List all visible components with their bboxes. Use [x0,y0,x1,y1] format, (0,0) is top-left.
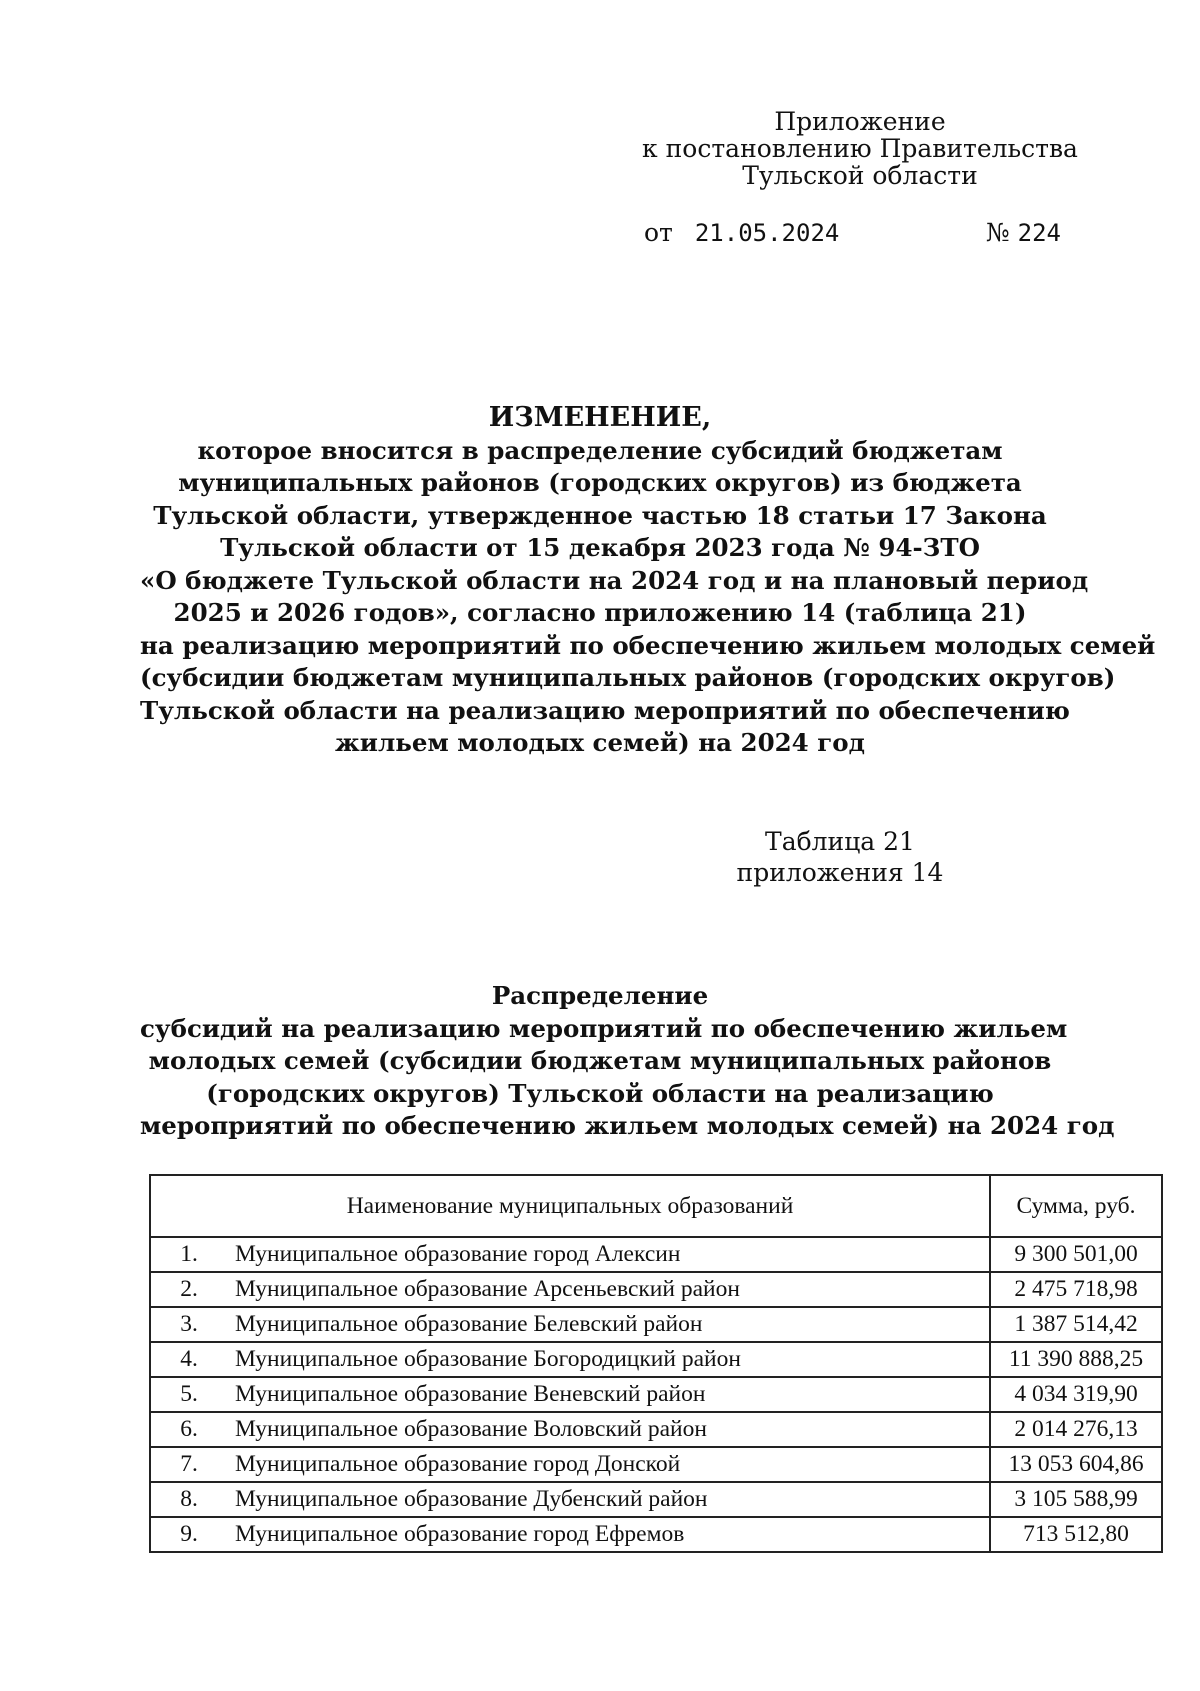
table-header-row [150,1175,1162,1237]
number-prefix: № [986,218,1010,247]
row-number: 7. [150,1447,227,1482]
row-sum: 4 034 319,90 [990,1377,1162,1412]
row-name: Муниципальное образование город Ефремов [227,1517,990,1552]
table-row [150,1377,1162,1412]
appendix-line: Приложение [774,107,946,136]
row-name: Муниципальное образование Белевский район [227,1307,990,1342]
distribution-title-line: молодых семей (субсидии бюджетам муниципальных районов [148,1046,1052,1075]
table-row [150,1237,1162,1272]
title-line: на реализацию мероприятий по обеспечению жильем молодых семей [140,630,1156,660]
distribution-table [149,1174,1163,1553]
title-line: 2025 и 2026 годов», согласно приложению 14 (таблица 21) [173,598,1027,627]
distribution-title-line: субсидий на реализацию мероприятий по обеспечению жильем [140,1013,1068,1043]
row-number: 5. [150,1377,227,1412]
header-name: Наименование муниципальных образований [150,1175,990,1237]
table-reference [720,826,960,888]
distribution-title-line: мероприятий по обеспечению жильем молодых семей) на 2024 год [140,1111,1115,1140]
row-sum: 2 014 276,13 [990,1412,1162,1447]
row-sum: 11 390 888,25 [990,1342,1162,1377]
table-row [150,1482,1162,1517]
title-line: Тульской области на реализацию мероприятий по обеспечению [140,695,1070,725]
row-sum: 1 387 514,42 [990,1307,1162,1342]
document-date: 21.05.2024 [694,219,840,247]
row-name: Муниципальное образование город Донской [227,1447,990,1482]
row-sum: 2 475 718,98 [990,1272,1162,1307]
change-title [140,402,1156,760]
row-name: Муниципальное образование Воловский район [227,1412,990,1447]
table-row [150,1412,1162,1447]
row-name: Муниципальное образование Дубенский район [227,1482,990,1517]
table-row [150,1307,1162,1342]
row-name: Муниципальное образование Арсеньевский район [227,1272,990,1307]
appendix-line: к постановлению Правительства [642,134,1078,163]
row-number: 2. [150,1272,227,1307]
title-line: которое вносится в распределение субсидий бюджетам [197,435,1003,465]
row-number: 8. [150,1482,227,1517]
distribution-title-line: Распределение [491,981,709,1010]
title-line: Тульской области от 15 декабря 2023 года № 94-ЗТО [220,533,980,562]
row-sum: 13 053 604,86 [990,1447,1162,1482]
title-line: Тульской области, утвержденное частью 18 статьи 17 Закона [153,500,1047,530]
row-number: 6. [150,1412,227,1447]
row-sum: 9 300 501,00 [990,1237,1162,1272]
row-name: Муниципальное образование город Алексин [227,1237,990,1272]
document-number: 224 [1017,219,1061,247]
title-line: (субсидии бюджетам муниципальных районов (городских округов) [140,663,1116,692]
date-line [644,218,839,247]
row-sum: 713 512,80 [990,1517,1162,1552]
number-line [986,218,1061,247]
appendix-header [600,108,1120,189]
row-sum: 3 105 588,99 [990,1482,1162,1517]
row-name: Муниципальное образование Богородицкий район [227,1342,990,1377]
header-sum: Сумма, руб. [990,1175,1162,1237]
row-number: 3. [150,1307,227,1342]
title-line: муниципальных районов (городских округов) из бюджета [178,468,1022,497]
table-row [150,1272,1162,1307]
row-number: 9. [150,1517,227,1552]
table-row [150,1517,1162,1552]
date-prefix: от [644,218,673,247]
row-number: 4. [150,1342,227,1377]
title-line: жильем молодых семей) на 2024 год [335,728,865,757]
row-name: Муниципальное образование Веневский район [227,1377,990,1412]
title-line: «О бюджете Тульской области на 2024 год и на плановый период [140,565,1089,595]
distribution-title [140,980,1115,1143]
appendix-number: приложения 14 [736,858,944,887]
distribution-title-line: (городских округов) Тульской области на реализацию [206,1078,994,1108]
row-number: 1. [150,1237,227,1272]
table-number: Таблица 21 [765,827,915,856]
table-row [150,1447,1162,1482]
table-row [150,1342,1162,1377]
appendix-line: Тульской области [742,161,978,190]
title-line: ИЗМЕНЕНИЕ, [488,402,712,433]
